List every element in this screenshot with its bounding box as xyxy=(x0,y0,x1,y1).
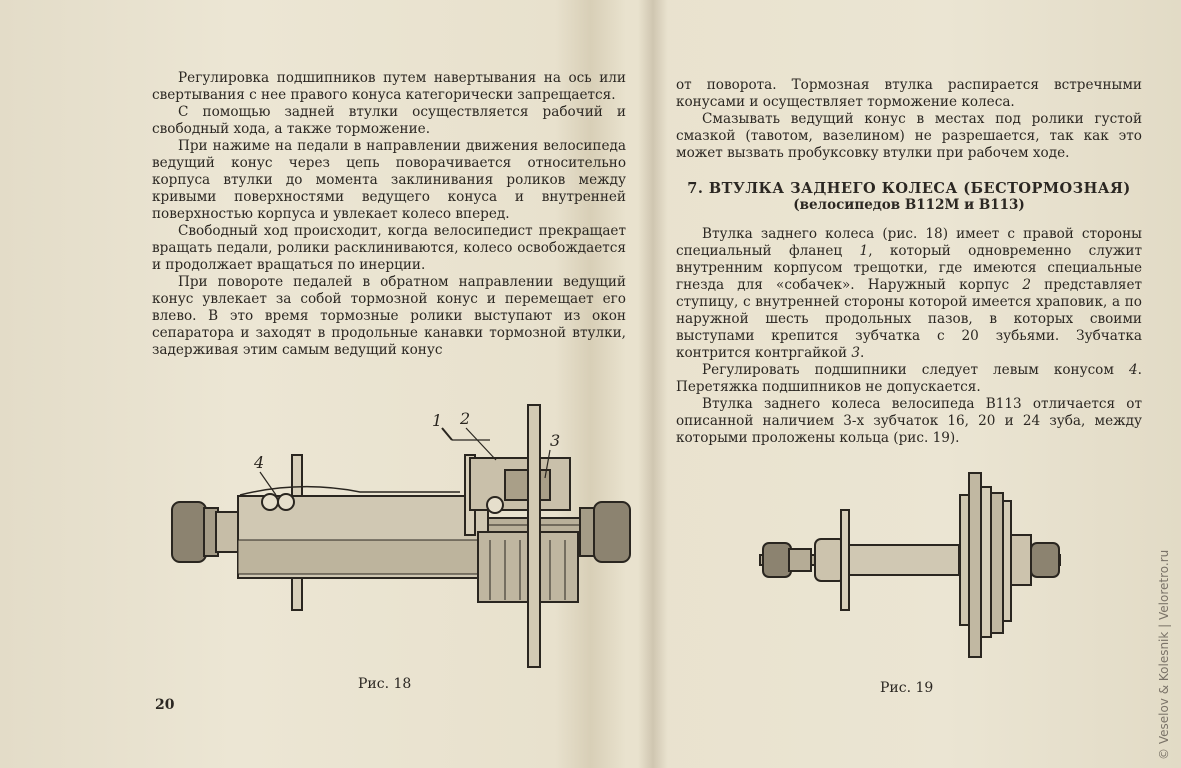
paragraph: Регулировка подшипников путем навертывания на ось или свертывания с нее правого конуса категорически запрещается. xyxy=(152,70,626,103)
figure-label-1: 1 xyxy=(432,411,443,430)
paragraph: При повороте педалей в обратном направлении ведущий конус увлекает за собой тормозной конус и перемещает его влево. В это время тормозные ролики выступают из окон сепаратора и заходят в продольные канавки тормозной втулки, задерживая этим самым ведущий конус xyxy=(152,274,626,358)
figure-19-caption: Рис. 19 xyxy=(880,680,934,696)
paragraph: Смазывать ведущий конус в местах под ролики густой смазкой (тавотом, вазелином) не разрешается, так как это может вызвать пробуксовку втулки при рабочем ходе. xyxy=(676,111,1142,161)
paragraph: Втулка заднего колеса (рис. 18) имеет с правой стороны специальный фланец 1, который одновременно служит внутренним корпусом трещотки, где имеются специальные гнезда для «собачек». Наружный корпус 2 представляет ступицу, с внутренней стороны которой имеется храповик, а по наружной шесть продольных пазов, в которых своими выступами крепится зубчатка с 20 зубьями. Зубчатка контрится контргайкой 3. xyxy=(676,226,1143,361)
left-page-text xyxy=(152,70,626,359)
page-number: 20 xyxy=(155,697,175,713)
section-subtitle: (велосипедов В112М и В113) xyxy=(793,197,1025,213)
figure-18-caption: Рис. 18 xyxy=(358,676,412,692)
right-page-text xyxy=(676,77,1142,447)
figure-label-4: 4 xyxy=(254,453,265,472)
figure-18-hub-drawing xyxy=(160,400,640,675)
paragraph: Свободный ход происходит, когда велосипедист прекращает вращать педали, ролики расклиниваются, колесо освобождается и продолжает вращаться по инерции. xyxy=(152,223,626,273)
page-gutter xyxy=(638,0,668,768)
paragraph: Втулка заднего колеса велосипеда В113 отличается от описанной наличием 3-х зубчаток 16, 20 и 24 зуба, между которыми проложены кольца (рис. 19). xyxy=(676,396,1142,446)
figure-label-2: 2 xyxy=(460,409,471,428)
paragraph: от поворота. Тормозная втулка распирается встречными конусами и осуществляет торможение колеса. xyxy=(676,77,1142,110)
paragraph: С помощью задней втулки осуществляется рабочий и свободный хода, а также торможение. xyxy=(152,104,626,137)
paragraph: При нажиме на педали в направлении движения велосипеда ведущий конус через цепь поворачивается относительно корпуса втулки до момента заклинивания роликов между кривыми поверхностями ведущего конуса и внутренней поверхностью корпуса и увлекает колесо вперед. xyxy=(152,138,626,222)
section-title: 7. ВТУЛКА ЗАДНЕГО КОЛЕСА (БЕСТОРМОЗНАЯ) xyxy=(687,180,1131,197)
figure-label-3: 3 xyxy=(550,431,561,450)
figure-19-hub-drawing xyxy=(755,465,1065,665)
watermark-text: © Veselov & Kolesnik | Veloretro.ru xyxy=(1157,549,1171,760)
paragraph: Регулировать подшипники следует левым конусом 4. Перетяжка подшипников не допускается. xyxy=(676,362,1142,395)
